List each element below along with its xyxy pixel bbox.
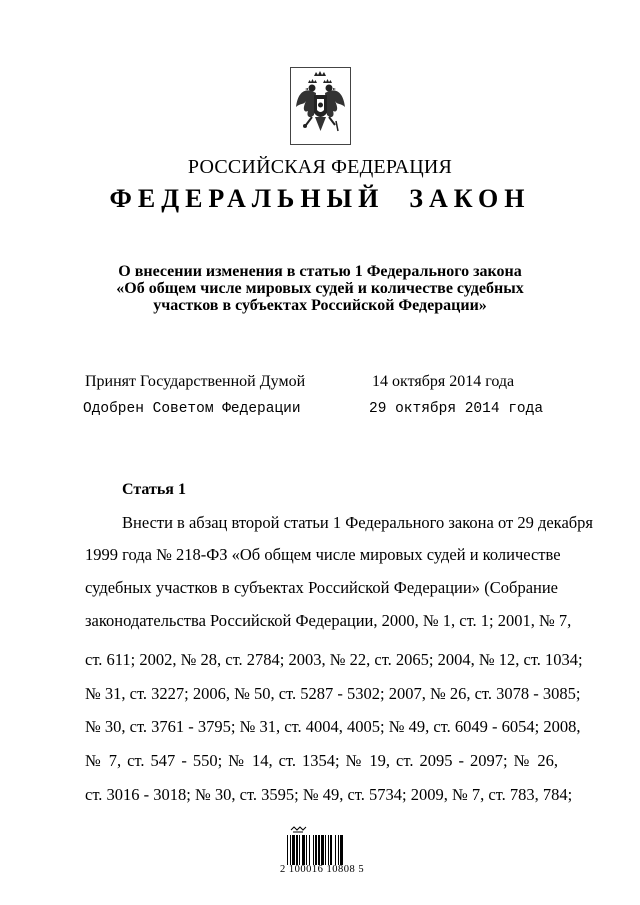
document-type: ФЕДЕРАЛЬНЫЙ ЗАКОН (109, 184, 531, 213)
barcode-number: 2 100016 10808 5 (279, 864, 365, 875)
article-text-line: № 31, ст. 3227; 2006, № 50, ст. 5287 - 5302; 2007, № 26, ст. 3078 - 3085; (85, 684, 581, 703)
article-text-line: Внести в абзац второй статьи 1 Федерального закона от 29 декабря (122, 513, 593, 532)
duma-adoption-date: 14 октября 2014 года (372, 373, 515, 390)
council-approval-date: 29 октября 2014 года (369, 401, 544, 417)
law-title (0, 263, 640, 314)
article-text-line: ст. 3016 - 3018; № 30, ст. 3595; № 49, ст. 5734; 2009, № 7, ст. 783, 784; (85, 785, 573, 804)
article-heading: Статья 1 (122, 481, 186, 498)
council-approval-label: Одобрен Советом Федерации (83, 401, 301, 417)
duma-adoption-label: Принят Государственной Думой (85, 373, 306, 390)
law-title-line: «Об общем числе мировых судей и количестве судебных (116, 280, 524, 297)
article-text-line: законодательства Российской Федерации, 2000, № 1, ст. 1; 2001, № 7, (85, 611, 572, 630)
barcode-icon (285, 826, 367, 868)
article-text-line: № 30, ст. 3761 - 3795; № 31, ст. 4004, 4005; № 49, ст. 6049 - 6054; 2008, (85, 717, 581, 736)
law-title-line: участков в субъектах Российской Федерации» (153, 297, 487, 314)
country-name: РОССИЙСКАЯ ФЕДЕРАЦИЯ (187, 156, 453, 178)
article-text-line: ст. 611; 2002, № 28, ст. 2784; 2003, № 22, ст. 2065; 2004, № 12, ст. 1034; (85, 650, 583, 669)
article-text-line: 1999 года № 218-ФЗ «Об общем числе мировых судей и количестве (85, 545, 561, 564)
article-text-line: № 7, ст. 547 - 550; № 14, ст. 1354; № 19, ст. 2095 - 2097; № 26, (85, 751, 558, 770)
law-title-line: О внесении изменения в статью 1 Федерального закона (118, 263, 522, 280)
article-text-line: судебных участков в субъектах Российской Федерации» (Собрание (85, 578, 558, 597)
coat-of-arms-icon (290, 67, 351, 145)
